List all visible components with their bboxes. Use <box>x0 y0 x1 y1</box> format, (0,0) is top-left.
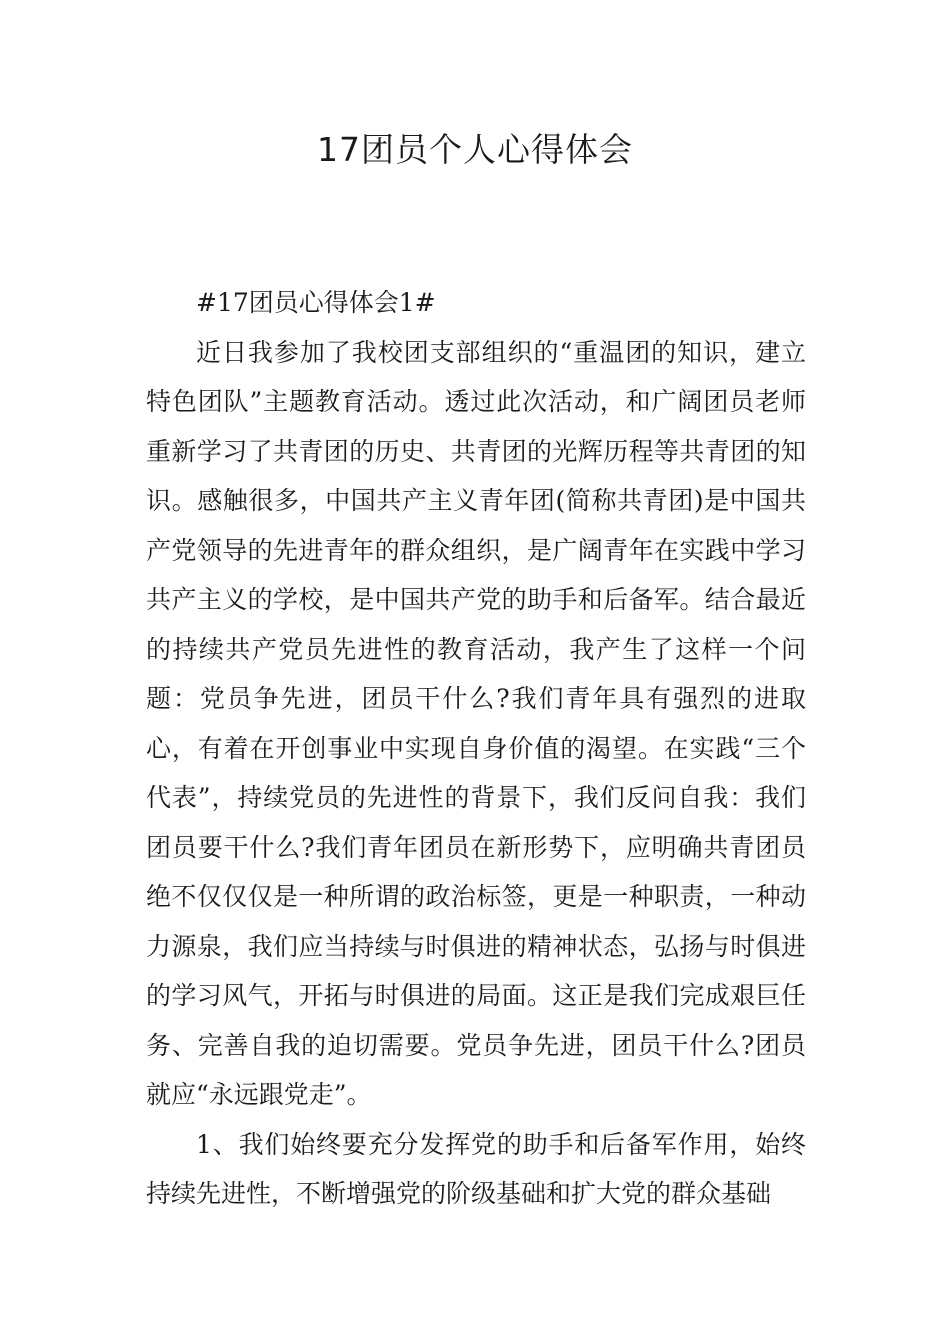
document-title: 17团员个人心得体会 <box>317 130 633 169</box>
document-body <box>146 278 806 1219</box>
section-heading: #17团员心得体会1# <box>196 288 436 317</box>
paragraph: 近日我参加了我校团支部组织的“重温团的知识，建立特色团队”主题教育活动。透过此次活动，和广阔团员老师重新学习了共青团的历史、共青团的光辉历程等共青团的知识。感触很多，中国共产主义青年团(简称共青团)是中国共产党领导的先进青年的群众组织，是广阔青年在实践中学习共产主义的学校，是中国共产党的助手和后备军。结合最近的持续共产党员先进性的教育活动，我产生了这样一个问题：党员争先进，团员干什么?我们青年具有强烈的进取心，有着在开创事业中实现自身价值的渴望。在实践“三个代表”，持续党员的先进性的背景下，我们反问自我：我们团员要干什么?我们青年团员在新形势下，应明确共青团员绝不仅仅仅是一种所谓的政治标签，更是一种职责，一种动力源泉，我们应当持续与时俱进的精神状态，弘扬与时俱进的学习风气，开拓与时俱进的局面。这正是我们完成艰巨任务、完善自我的迫切需要。党员争先进，团员干什么?团员就应“永远跟党走”。 <box>146 337 806 1109</box>
paragraph: 1、我们始终要充分发挥党的助手和后备军作用，始终持续先进性，不断增强党的阶级基础和扩大党的群众基础 <box>146 1129 806 1208</box>
